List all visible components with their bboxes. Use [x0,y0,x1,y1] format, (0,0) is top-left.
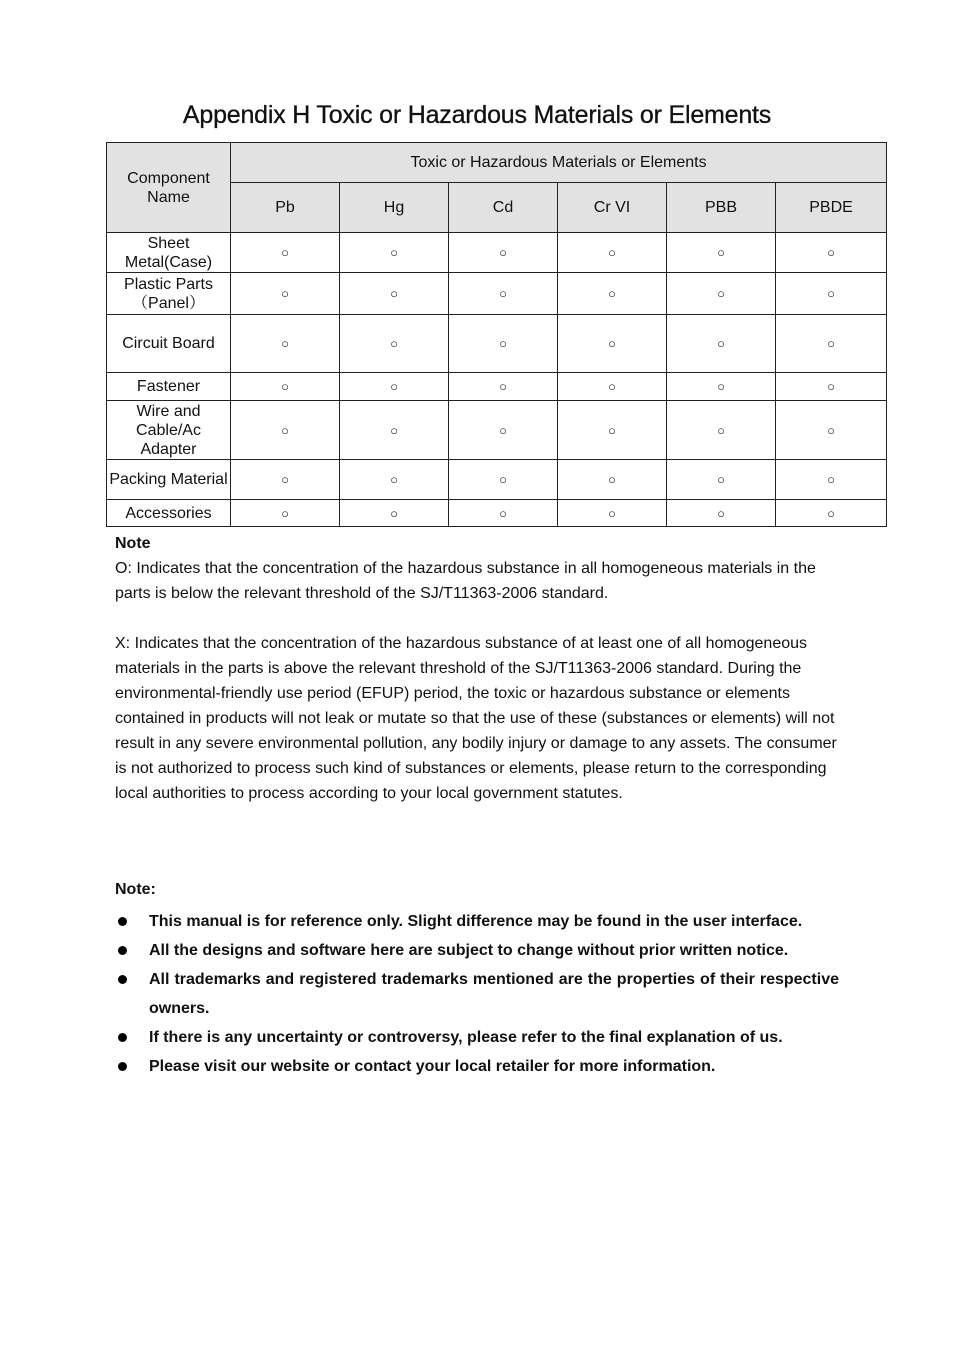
value-cell: ○ [776,401,887,460]
list-item [115,1052,839,1081]
value-cell: ○ [667,233,776,273]
list-item [115,1023,839,1052]
column-header-cd: Cd [449,183,558,233]
value-cell: ○ [776,373,887,401]
table-row [107,233,887,273]
list-item [115,907,839,936]
value-cell: ○ [558,401,667,460]
component-name-cell: Packing Material [107,460,231,500]
value-cell: ○ [667,500,776,527]
hazardous-materials-table [106,142,887,527]
value-cell: ○ [776,315,887,373]
value-cell: ○ [231,373,340,401]
table-row [107,401,887,460]
value-cell: ○ [340,315,449,373]
table-row [107,460,887,500]
value-cell: ○ [231,500,340,527]
list-item-text: All the designs and software here are subject to change without prior written notice. [149,942,789,959]
list-item [115,965,839,1023]
value-cell: ○ [776,273,887,315]
component-name-cell: Sheet Metal(Case) [107,233,231,273]
value-cell: ○ [449,460,558,500]
component-name-cell: Plastic Parts （Panel） [107,273,231,315]
disclaimer-heading: Note: [115,881,156,898]
value-cell: ○ [449,373,558,401]
value-cell: ○ [340,233,449,273]
table-row [107,500,887,527]
value-cell: ○ [449,401,558,460]
disclaimer-list [115,907,839,1081]
disclaimer-notes [115,877,839,1081]
value-cell: ○ [667,460,776,500]
value-cell: ○ [667,315,776,373]
bullet-icon [118,1062,127,1071]
component-name-header: Component Name [107,143,231,233]
value-cell: ○ [340,500,449,527]
value-cell: ○ [776,460,887,500]
list-item-text: This manual is for reference only. Slight difference may be found in the user interface. [149,913,803,930]
value-cell: ○ [558,460,667,500]
bullet-icon [118,1033,127,1042]
value-cell: ○ [231,315,340,373]
value-cell: ○ [340,273,449,315]
list-item-text: All trademarks and registered trademarks mentioned are the properties of their respective owners. [149,971,839,1017]
value-cell: ○ [340,460,449,500]
value-cell: ○ [667,401,776,460]
value-cell: ○ [776,500,887,527]
value-cell: ○ [449,315,558,373]
value-cell: ○ [449,233,558,273]
bullet-icon [118,917,127,926]
component-name-cell: Fastener [107,373,231,401]
column-header-cr-vi: Cr VI [558,183,667,233]
column-header-hg: Hg [340,183,449,233]
value-cell: ○ [558,315,667,373]
column-header-pb: Pb [231,183,340,233]
value-cell: ○ [340,373,449,401]
value-cell: ○ [558,273,667,315]
legend-notes [115,531,850,806]
value-cell: ○ [231,273,340,315]
table-row [107,273,887,315]
column-header-pbb: PBB [667,183,776,233]
list-item-text: If there is any uncertainty or controversy, please refer to the final explanation of us. [149,1029,783,1046]
bullet-icon [118,975,127,984]
value-cell: ○ [449,500,558,527]
value-cell: ○ [667,273,776,315]
value-cell: ○ [231,401,340,460]
materials-group-header: Toxic or Hazardous Materials or Elements [231,143,887,183]
value-cell: ○ [449,273,558,315]
value-cell: ○ [231,460,340,500]
value-cell: ○ [340,401,449,460]
bullet-icon [118,946,127,955]
component-name-cell: Accessories [107,500,231,527]
value-cell: ○ [231,233,340,273]
page-title: Appendix H Toxic or Hazardous Materials or Elements [182,101,772,129]
column-header-pbde: PBDE [776,183,887,233]
x-symbol-explanation: X: Indicates that the concentration of the hazardous substance of at least one of all homogeneous materials in the parts is above the relevant threshold of the SJ/T11363-2006 standard. During the environmental-friendly use period (EFUP) period, the toxic or hazardous substance or elements contained in products will not leak or mutate so that the use of these (substances or elements) will not result in any severe environmental pollution, any bodily injury or damage to any assets. The consumer is not authorized to process such kind of substances or elements, please return to the corresponding local authorities to process according to your local government statutes. [115,635,837,802]
value-cell: ○ [558,233,667,273]
table-row [107,315,887,373]
value-cell: ○ [558,500,667,527]
list-item-text: Please visit our website or contact your local retailer for more information. [149,1058,716,1075]
list-item [115,936,839,965]
note-heading: Note [115,535,151,552]
value-cell: ○ [776,233,887,273]
value-cell: ○ [667,373,776,401]
component-name-cell: Circuit Board [107,315,231,373]
o-symbol-explanation: O: Indicates that the concentration of the hazardous substance in all homogeneous materials in the parts is below the relevant threshold of the SJ/T11363-2006 standard. [115,560,816,602]
table-row [107,373,887,401]
value-cell: ○ [558,373,667,401]
component-name-cell: Wire and Cable/Ac Adapter [107,401,231,460]
